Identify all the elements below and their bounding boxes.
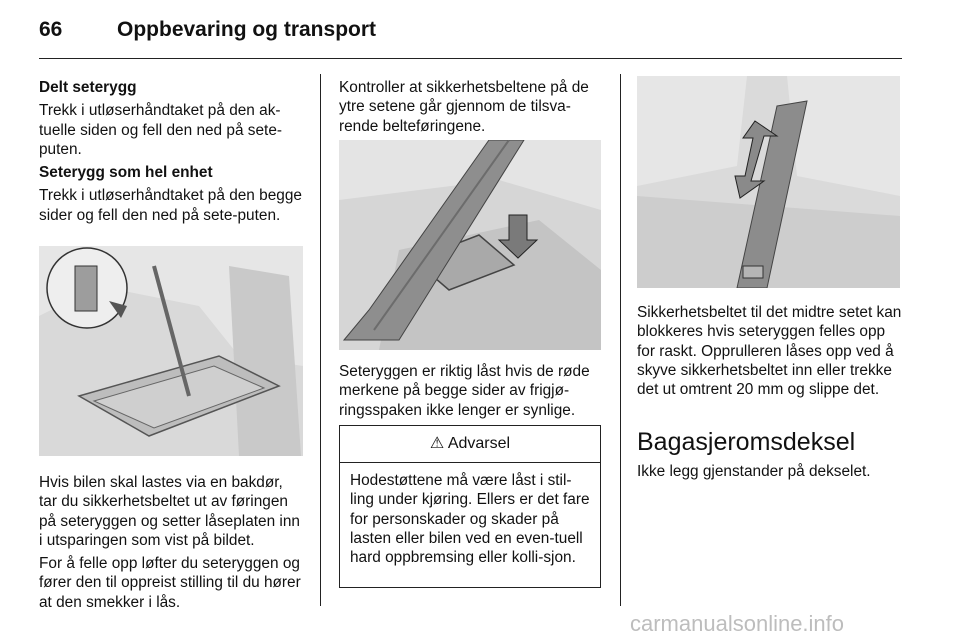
paragraph: Seteryggen er riktig låst hvis de røde merkene på begge sider av frigjø-ringsspaken ikke lenger er synlige. bbox=[339, 363, 590, 419]
warning-header bbox=[340, 426, 600, 463]
column-2-lower bbox=[339, 362, 603, 424]
paragraph: Trekk i utløserhåndtaket på den begge sider og fell den ned på sete-puten. bbox=[39, 187, 302, 224]
paragraph: Trekk i utløserhåndtaket på den ak-tuelle siden og fell den ned på sete-puten. bbox=[39, 102, 283, 158]
watermark: carmanualsonline.info bbox=[630, 611, 845, 636]
paragraph: Sikkerhetsbeltet til det midtre setet kan blokkeres hvis seteryggen felles opp for raskt. Opprulleren låses opp ved å skyve sikkerhetsbeltet inn eller trekke det ut omtrent 20 mm og slippe det. bbox=[637, 304, 902, 399]
paragraph: Ikke legg gjenstander på dekselet. bbox=[637, 463, 871, 480]
warning-triangle-icon: ⚠ bbox=[429, 435, 445, 452]
figure-belt-guide bbox=[339, 140, 601, 350]
section-heading: Bagasjeromsdeksel bbox=[637, 428, 856, 456]
column-3-lower bbox=[637, 462, 907, 485]
subheading-whole-backrest: Seterygg som hel enhet bbox=[39, 164, 213, 182]
column-2 bbox=[339, 78, 603, 140]
warning-box bbox=[339, 425, 601, 588]
header-rule bbox=[39, 58, 902, 59]
paragraph: Kontroller at sikkerhetsbeltene på de ytre setene går gjennom de tilsva-rende belteføringene. bbox=[339, 79, 589, 135]
warning-title: Advarsel bbox=[447, 435, 511, 452]
paragraph: Hvis bilen skal lastes via en bakdør, tar du sikkerhetsbeltet ut av føringen på seteryggen og setter låseplaten inn i utsparingen som vist på bildet. bbox=[39, 474, 300, 549]
warning-text: Hodestøttene må være låst i stil-ling under kjøring. Ellers er det fare for personskader og skader på lasten eller bilen ved en even-tuell hard oppbremsing eller kolli-sjon. bbox=[350, 472, 590, 567]
page-number: 66 bbox=[39, 18, 63, 41]
column-3 bbox=[637, 303, 907, 403]
column-1-lower bbox=[39, 473, 305, 616]
subheading-split-backrest: Delt seterygg bbox=[39, 79, 137, 96]
page-title: Oppbevaring og transport bbox=[117, 18, 377, 41]
paragraph: For å felle opp løfter du seteryggen og fører den til oppreist stilling til du hører at den smekker i lås. bbox=[39, 555, 301, 611]
figure-folded-seat bbox=[39, 246, 303, 456]
column-divider bbox=[620, 74, 621, 606]
column-1 bbox=[39, 78, 305, 229]
column-divider bbox=[320, 74, 321, 606]
figure-center-belt bbox=[637, 76, 900, 288]
